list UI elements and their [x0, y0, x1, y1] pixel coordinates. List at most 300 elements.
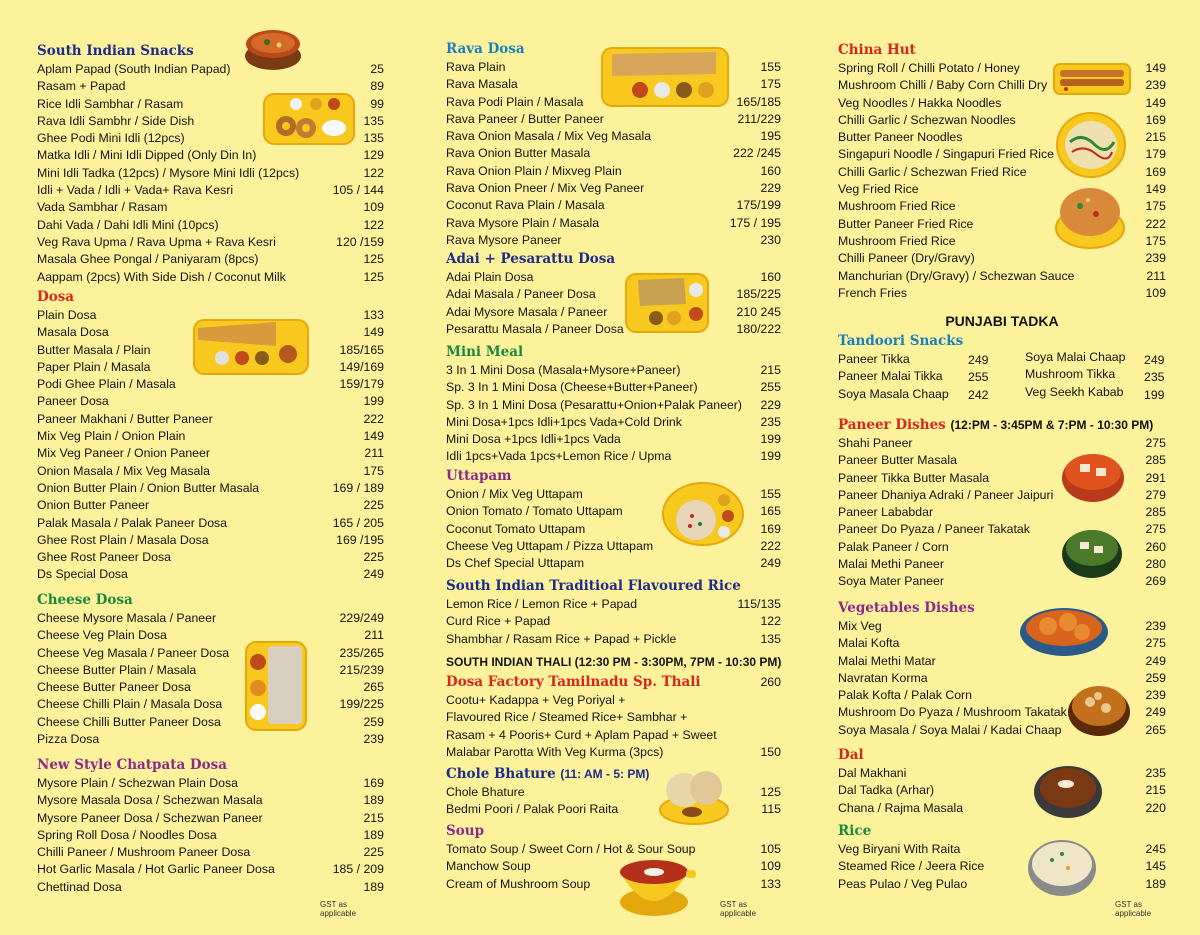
item-name: Dal Tadka (Arhar) — [838, 783, 935, 798]
menu-item — [446, 145, 781, 162]
item-name: Aplam Papad (South Indian Papad) — [37, 62, 231, 76]
rava-dosa-plate-image — [600, 44, 730, 108]
item-price: 239 — [1145, 688, 1166, 703]
item-price: 135 — [363, 131, 384, 146]
item-price: 215 — [1145, 130, 1166, 145]
menu-item — [446, 727, 781, 744]
item-name: Onion Butter Plain / Onion Butter Masala — [37, 480, 260, 495]
item-price: 229 — [760, 181, 781, 196]
menu-item — [37, 497, 384, 514]
item-price: 105 — [760, 842, 781, 856]
item-name: Paneer Butter Masala — [838, 453, 957, 468]
tandoori-grid — [838, 351, 1166, 403]
menu-item — [37, 679, 384, 696]
item-price: 180/222 — [736, 321, 781, 336]
item-price: 211 — [1146, 268, 1166, 283]
menu-item — [838, 800, 1166, 817]
section-flavoured-rice — [446, 576, 781, 648]
item-price: 145 — [1145, 859, 1166, 874]
item-price: 155 — [760, 487, 781, 501]
item-name: Rice Idli Sambhar / Rasam — [37, 96, 184, 111]
menu-item — [37, 662, 384, 679]
mushroom-dish-image — [1066, 676, 1132, 738]
item-name: Rava Onion Butter Masala — [446, 146, 591, 161]
item-price: 122 — [760, 614, 781, 629]
item-name: Rasam + 4 Pooris+ Curd + Aplam Papad + Sweet — [446, 727, 717, 742]
menu-item — [37, 165, 384, 182]
item-name: Soya Mater Paneer — [838, 574, 944, 589]
item-price: 149 — [1145, 95, 1166, 110]
item-name: Malai Kofta — [838, 636, 900, 651]
item-price: 169 / 189 — [332, 480, 384, 495]
menu-item — [37, 844, 384, 861]
item-price: 222 — [760, 538, 781, 553]
item-name: Rava Paneer / Butter Paneer — [446, 111, 604, 126]
section-chatpata-dosa — [37, 755, 384, 896]
item-price: 211 — [364, 446, 384, 461]
item-name: Curd Rice + Papad — [446, 614, 551, 629]
item-price: 133 — [363, 308, 384, 322]
item-price: 109 — [760, 859, 781, 874]
item-price: 210 245 — [736, 304, 781, 319]
thali-title — [446, 672, 781, 692]
item-price: 135 — [363, 113, 384, 128]
item-name: Veg Seekh Kabab — [1025, 384, 1124, 399]
item-name: Cheese Mysore Masala / Paneer — [37, 611, 217, 625]
section-title: Mini Meal — [446, 344, 524, 360]
menu-item — [446, 111, 781, 128]
item-name: Singapuri Noodle / Singapuri Fried Rice — [838, 147, 1054, 162]
item-name: Idli 1pcs+Vada 1pcs+Lemon Rice / Upma — [446, 449, 672, 464]
item-price: 215 — [363, 810, 384, 825]
item-price: 239 — [363, 732, 384, 747]
menu-item — [446, 397, 781, 414]
menu-item — [37, 61, 384, 78]
menu-item — [446, 555, 781, 572]
item-name: Mini Idli Tadka (12pcs) / Mysore Mini Idli (12pcs) — [37, 165, 300, 180]
item-name: Vada Sambhar / Rasam — [37, 200, 168, 215]
item-name: Chilli Paneer / Mushroom Paneer Dosa — [37, 845, 251, 860]
menu-item — [838, 504, 1166, 521]
menu-item — [37, 566, 384, 583]
item-name: Chilli Garlic / Schezwan Noodles — [838, 112, 1016, 127]
item-name: Steamed Rice / Jeera Rice — [838, 859, 985, 874]
menu-item — [37, 376, 384, 393]
item-price: 169 — [363, 776, 384, 790]
item-name: Palak Kofta / Palak Corn — [838, 688, 972, 703]
item-price: 199 — [363, 394, 384, 409]
item-name: Mushroom Tikka — [1025, 367, 1116, 382]
item-name: Paneer Do Pyaza / Paneer Takatak — [838, 522, 1030, 537]
menu-item — [838, 285, 1166, 302]
item-price: 225 — [363, 498, 384, 513]
item-price: 249 — [363, 567, 384, 582]
item-price: 150 — [760, 744, 781, 759]
item-name: Palak Paneer / Corn — [838, 539, 949, 554]
item-name: Lemon Rice / Lemon Rice + Papad — [446, 597, 638, 611]
item-price: 211/229 — [737, 111, 781, 126]
item-name: Onion / Mix Veg Uttapam — [446, 487, 583, 501]
section-title: Adai + Pesarattu Dosa — [446, 251, 616, 267]
item-price: 249 — [760, 556, 781, 571]
item-name: Paneer Malai Tikka — [838, 369, 943, 384]
item-price: 211 — [364, 628, 384, 643]
menu-item — [37, 792, 384, 809]
item-price: 159/179 — [339, 377, 384, 392]
item-name: Veg Noodles / Hakka Noodles — [838, 95, 1002, 110]
item-name: Rava Onion Plain / Mixveg Plain — [446, 163, 622, 178]
item-name: 3 In 1 Mini Dosa (Masala+Mysore+Paneer) — [446, 363, 681, 377]
item-name: Adai Plain Dosa — [446, 270, 534, 284]
item-name: French Fries — [838, 285, 908, 300]
palak-paneer-image — [1060, 522, 1124, 580]
item-price: 265 — [1145, 722, 1166, 737]
item-name: Chole Bhature — [446, 785, 525, 799]
item-name: Paneer Tikka — [838, 352, 910, 366]
item-name: Onion Butter Paneer — [37, 498, 150, 513]
item-name: Cheese Chilli Butter Paneer Dosa — [37, 714, 221, 729]
item-price: 215 — [760, 363, 781, 377]
paneer-butter-masala-image — [1060, 446, 1126, 504]
item-price: 115/135 — [737, 597, 781, 611]
item-name: Sp. 3 In 1 Mini Dosa (Cheese+Butter+Paneer) — [446, 380, 698, 395]
cheese-dosa-plate-image — [244, 640, 308, 732]
item-name: Paneer Makhani / Butter Paneer — [37, 411, 213, 426]
item-name: Manchurian (Dry/Gravy) / Schezwan Sauce — [838, 268, 1075, 283]
item-price: 239 — [1145, 251, 1166, 266]
item-name: Mysore Plain / Schezwan Plain Dosa — [37, 776, 238, 790]
section-title: Cheese Dosa — [37, 592, 133, 608]
item-name: Malabar Parotta With Veg Kurma (3pcs) — [446, 744, 664, 759]
section-adai-dosa — [446, 249, 781, 338]
item-name: Mini Dosa +1pcs Idli+1pcs Vada — [446, 432, 621, 447]
section-title: China Hut — [838, 42, 916, 58]
item-name: Butter Masala / Plain — [37, 342, 151, 357]
item-name: Mysore Masala Dosa / Schezwan Masala — [37, 793, 263, 808]
item-price: 285 — [1145, 453, 1166, 468]
item-price: 125 — [363, 252, 384, 267]
item-name: Pizza Dosa — [37, 732, 100, 747]
item-price: 125 — [363, 269, 384, 284]
menu-item — [37, 147, 384, 164]
menu-item — [446, 414, 781, 431]
item-price: 239 — [1145, 78, 1166, 93]
gst-note: GST as applicable — [720, 900, 757, 918]
item-name: Rava Mysore Paneer — [446, 232, 562, 247]
menu-item — [37, 532, 384, 549]
item-name: Chana / Rajma Masala — [838, 800, 964, 815]
section-mini-meal — [446, 342, 781, 466]
item-price: 229 — [760, 397, 781, 412]
item-price: 169 /195 — [336, 532, 384, 547]
item-price: 99 — [370, 96, 384, 111]
idli-vada-plate-image — [262, 90, 356, 146]
item-name: Butter Paneer Fried Rice — [838, 216, 974, 231]
item-price: 199 — [760, 432, 781, 447]
item-name: Chettinad Dosa — [37, 879, 122, 894]
item-price: 179 — [1145, 147, 1166, 162]
item-price: 229/249 — [339, 611, 384, 625]
section-south-indian-snacks — [37, 41, 384, 286]
item-name: Coconut Rava Plain / Masala — [446, 198, 605, 213]
menu-item — [37, 251, 384, 268]
menu-item — [446, 128, 781, 145]
item-name: Malai Methi Matar — [838, 653, 936, 668]
item-name: Cream of Mushroom Soup — [446, 876, 591, 891]
item-name: Rava Onion Masala / Mix Veg Masala — [446, 129, 652, 144]
menu-item — [446, 197, 781, 214]
menu-item — [37, 810, 384, 827]
menu-item — [37, 879, 384, 896]
item-name: Shahi Paneer — [838, 436, 913, 450]
menu-item — [37, 645, 384, 662]
gst-note: GST as applicable — [1115, 900, 1152, 918]
item-price: 225 — [363, 845, 384, 860]
item-price: 275 — [1145, 436, 1166, 450]
item-price: 260 — [1145, 539, 1166, 554]
item-price: 169 — [1145, 112, 1166, 127]
item-price: 135 — [760, 631, 781, 646]
punjabi-tadka-heading-wrap — [838, 311, 1166, 331]
dal-makhani-image — [1032, 758, 1104, 820]
item-price: 265 — [363, 680, 384, 695]
item-price: 275 — [1145, 522, 1166, 537]
item-price: 222 — [363, 411, 384, 426]
item-name: Veg Rava Upma / Rava Upma + Rava Kesri — [37, 234, 276, 249]
menu-item — [446, 379, 781, 396]
item-name: Adai Masala / Paneer Dosa — [446, 287, 596, 302]
item-name: Cheese Butter Plain / Masala — [37, 662, 197, 677]
item-name: Peas Pulao / Veg Pulao — [838, 876, 968, 891]
item-name: Tomato Soup / Sweet Corn / Hot & Sour Soup — [446, 842, 696, 856]
chole-bhature-image — [658, 764, 730, 826]
item-price: 189 — [363, 879, 384, 894]
item-price: 189 — [363, 827, 384, 842]
item-name: Mysore Paneer Dosa / Schezwan Paneer — [37, 810, 263, 825]
item-price: 235 — [760, 414, 781, 429]
sambhar-bowl-image — [243, 26, 303, 72]
malai-kofta-image — [1018, 600, 1110, 658]
item-price: 25 — [370, 62, 384, 76]
item-price: 215/239 — [339, 662, 384, 677]
menu-item — [37, 515, 384, 532]
item-name: Rava Plain — [446, 60, 506, 74]
item-name: Cootu+ Kadappa + Veg Poriyal + — [446, 693, 626, 707]
item-name: Soya Masala / Soya Malai / Kadai Chaap — [838, 722, 1062, 737]
item-name: Podi Ghee Plain / Masala — [37, 377, 176, 392]
adai-dosa-plate-image — [624, 270, 710, 334]
item-name: Cheese Veg Masala / Paneer Dosa — [37, 645, 230, 660]
menu-item — [838, 858, 1166, 875]
menu-item — [446, 784, 781, 801]
paneer-title: Paneer Dishes — [838, 417, 946, 433]
item-price: 249 — [1144, 353, 1165, 367]
item-price: 249 — [1145, 653, 1166, 668]
menu-item — [838, 268, 1166, 285]
item-price: 235 — [1144, 370, 1165, 385]
item-name: Ds Chef Special Uttapam — [446, 556, 585, 571]
menu-item — [446, 232, 781, 249]
section-thali — [446, 652, 781, 761]
menu-item — [446, 801, 781, 818]
section-title: Tandoori Snacks — [838, 333, 964, 349]
item-price: 105 / 144 — [332, 183, 384, 198]
menu-item — [446, 269, 781, 286]
menu-item — [838, 782, 1166, 799]
item-price: 225 — [363, 550, 384, 565]
punjabi-tadka-heading: PUNJABI TADKA — [945, 313, 1059, 329]
menu-item — [838, 95, 1166, 112]
item-name: Ghee Rost Paneer Dosa — [37, 550, 171, 565]
thali-title-text: Dosa Factory Tamilnadu Sp. Thali — [446, 674, 701, 690]
section-title: New Style Chatpata Dosa — [37, 757, 227, 773]
menu-item — [838, 876, 1166, 893]
item-price: 275 — [1145, 636, 1166, 651]
item-price: 259 — [363, 714, 384, 729]
item-name: Flavoured Rice / Steamed Rice+ Sambhar + — [446, 710, 688, 725]
uttapam-plate-image — [662, 482, 744, 546]
item-name: Navratan Korma — [838, 670, 928, 685]
item-name: Veg Fried Rice — [838, 182, 919, 197]
item-name: Palak Masala / Palak Paneer Dosa — [37, 515, 228, 530]
menu-item — [838, 653, 1166, 670]
item-price: 255 — [760, 380, 781, 395]
item-name: Mushroom Do Pyaza / Mushroom Takatak — [838, 705, 1067, 720]
item-price: 245 — [1145, 842, 1166, 856]
menu-item — [446, 321, 781, 338]
menu-item — [37, 445, 384, 462]
item-name: Shambhar / Rasam Rice + Papad + Pickle — [446, 631, 677, 646]
section-chole-bhature — [446, 764, 781, 819]
item-price: 129 — [363, 148, 384, 163]
item-name: Adai Mysore Masala / Paneer — [446, 304, 608, 319]
item-price: 109 — [363, 200, 384, 215]
menu-item — [446, 744, 781, 761]
item-name: Cheese Butter Paneer Dosa — [37, 680, 191, 695]
menu-item — [838, 635, 1166, 652]
item-price: 280 — [1145, 557, 1166, 572]
item-name: Mix Veg Plain / Onion Plain — [37, 429, 186, 444]
item-name: Veg Biryani With Raita — [838, 842, 961, 856]
item-price: 165 — [760, 504, 781, 519]
item-name: Paneer Tikka Butter Masala — [838, 470, 990, 485]
menu-item — [838, 841, 1166, 858]
item-name: Rava Onion Pneer / Mix Veg Paneer — [446, 181, 645, 196]
item-price: 160 — [760, 163, 781, 178]
section-title — [446, 764, 781, 784]
menu-item — [446, 709, 781, 726]
item-price: 175/199 — [736, 198, 781, 213]
item-price: 175 — [1145, 199, 1166, 214]
menu-item — [446, 286, 781, 303]
item-price: 199/225 — [339, 697, 384, 712]
item-price: 199 — [760, 449, 781, 464]
item-name: Paneer Dosa — [37, 394, 109, 409]
item-price: 175 — [1145, 233, 1166, 248]
item-price: 89 — [370, 79, 384, 94]
menu-item — [37, 627, 384, 644]
item-price: 149 — [363, 429, 384, 444]
item-name: Mix Veg Paneer / Onion Paneer — [37, 446, 210, 461]
item-name: Coconut Tomato Uttapam — [446, 521, 586, 536]
chole-title: Chole Bhature — [446, 766, 556, 782]
thali-price: 260 — [760, 675, 781, 689]
section-title: Uttapam — [446, 468, 512, 484]
menu-item — [37, 696, 384, 713]
item-price: 149 — [1145, 61, 1166, 75]
item-price: 242 — [968, 387, 989, 402]
item-name: Onion Tomato / Tomato Uttapam — [446, 504, 623, 519]
menu-item — [37, 199, 384, 216]
item-price: 175 — [363, 463, 384, 478]
item-price: 230 — [760, 232, 781, 247]
item-name: Bedmi Poori / Palak Poori Raita — [446, 802, 619, 817]
section-cheese-dosa — [37, 590, 384, 748]
section-title: South Indian Snacks — [37, 43, 194, 59]
menu-item — [446, 362, 781, 379]
item-name: Dal Makhani — [838, 766, 907, 780]
item-price: 259 — [1145, 670, 1166, 685]
item-name: Ghee Podi Mini Idli (12pcs) — [37, 131, 185, 146]
item-name: Pesarattu Masala / Paneer Dosa — [446, 321, 624, 336]
item-name: Chilli Paneer (Dry/Gravy) — [838, 251, 975, 266]
section-title: Soup — [446, 823, 485, 839]
menu-item — [37, 775, 384, 792]
item-price: 160 — [760, 270, 781, 284]
item-name: Cheese Veg Plain Dosa — [37, 628, 167, 643]
item-name: Butter Paneer Noodles — [838, 130, 963, 145]
menu-item — [446, 613, 781, 630]
menu-item — [838, 765, 1166, 782]
section-title — [838, 415, 1166, 435]
menu-item — [37, 463, 384, 480]
menu-item — [838, 250, 1166, 267]
section-title: Rice — [838, 823, 872, 839]
item-price: 185/165 — [339, 342, 384, 357]
item-price: 122 — [363, 165, 384, 180]
item-name: Hot Garlic Masala / Hot Garlic Paneer Dosa — [37, 862, 275, 877]
item-name: Rava Podi Plain / Masala — [446, 94, 584, 109]
item-price: 222 — [1145, 216, 1166, 231]
item-name: Idli + Vada / Idli + Vada+ Rava Kesri — [37, 183, 234, 198]
soup-bowl-image — [614, 850, 698, 918]
item-name: Onion Masala / Mix Veg Masala — [37, 463, 210, 478]
menu-item — [37, 182, 384, 199]
menu-item — [446, 163, 781, 180]
menu-item — [37, 549, 384, 566]
section-title: Vegetables Dishes — [838, 600, 975, 616]
item-name: Matka Idli / Mini Idli Dipped (Only Din In) — [37, 148, 257, 163]
item-name: Spring Roll Dosa / Noodles Dosa — [37, 827, 217, 842]
section-title: South Indian Traditioal Flavoured Rice — [446, 578, 741, 594]
thali-heading: SOUTH INDIAN THALI (12:30 PM - 3:30PM, 7PM - 10:30 PM) — [446, 655, 782, 669]
item-price: 165/185 — [736, 94, 781, 109]
menu-item — [37, 217, 384, 234]
item-price: 215 — [1145, 783, 1166, 798]
item-name: Soya Masala Chaap — [838, 386, 949, 401]
spring-roll-plate-image — [1052, 62, 1132, 96]
item-name: Aappam (2pcs) With Side Dish / Coconut Milk — [37, 269, 286, 284]
item-price: 269 — [1145, 574, 1166, 589]
noodles-bowl-image — [1056, 112, 1126, 178]
item-name: Chilli Garlic / Schezwan Fried Rice — [838, 164, 1027, 179]
menu-item — [446, 304, 781, 321]
menu-item — [37, 480, 384, 497]
item-price: 220 — [1145, 800, 1166, 815]
item-name: Mushroom Fried Rice — [838, 233, 956, 248]
item-price: 169 — [1145, 164, 1166, 179]
item-name: Paneer Lababdar — [838, 505, 934, 520]
